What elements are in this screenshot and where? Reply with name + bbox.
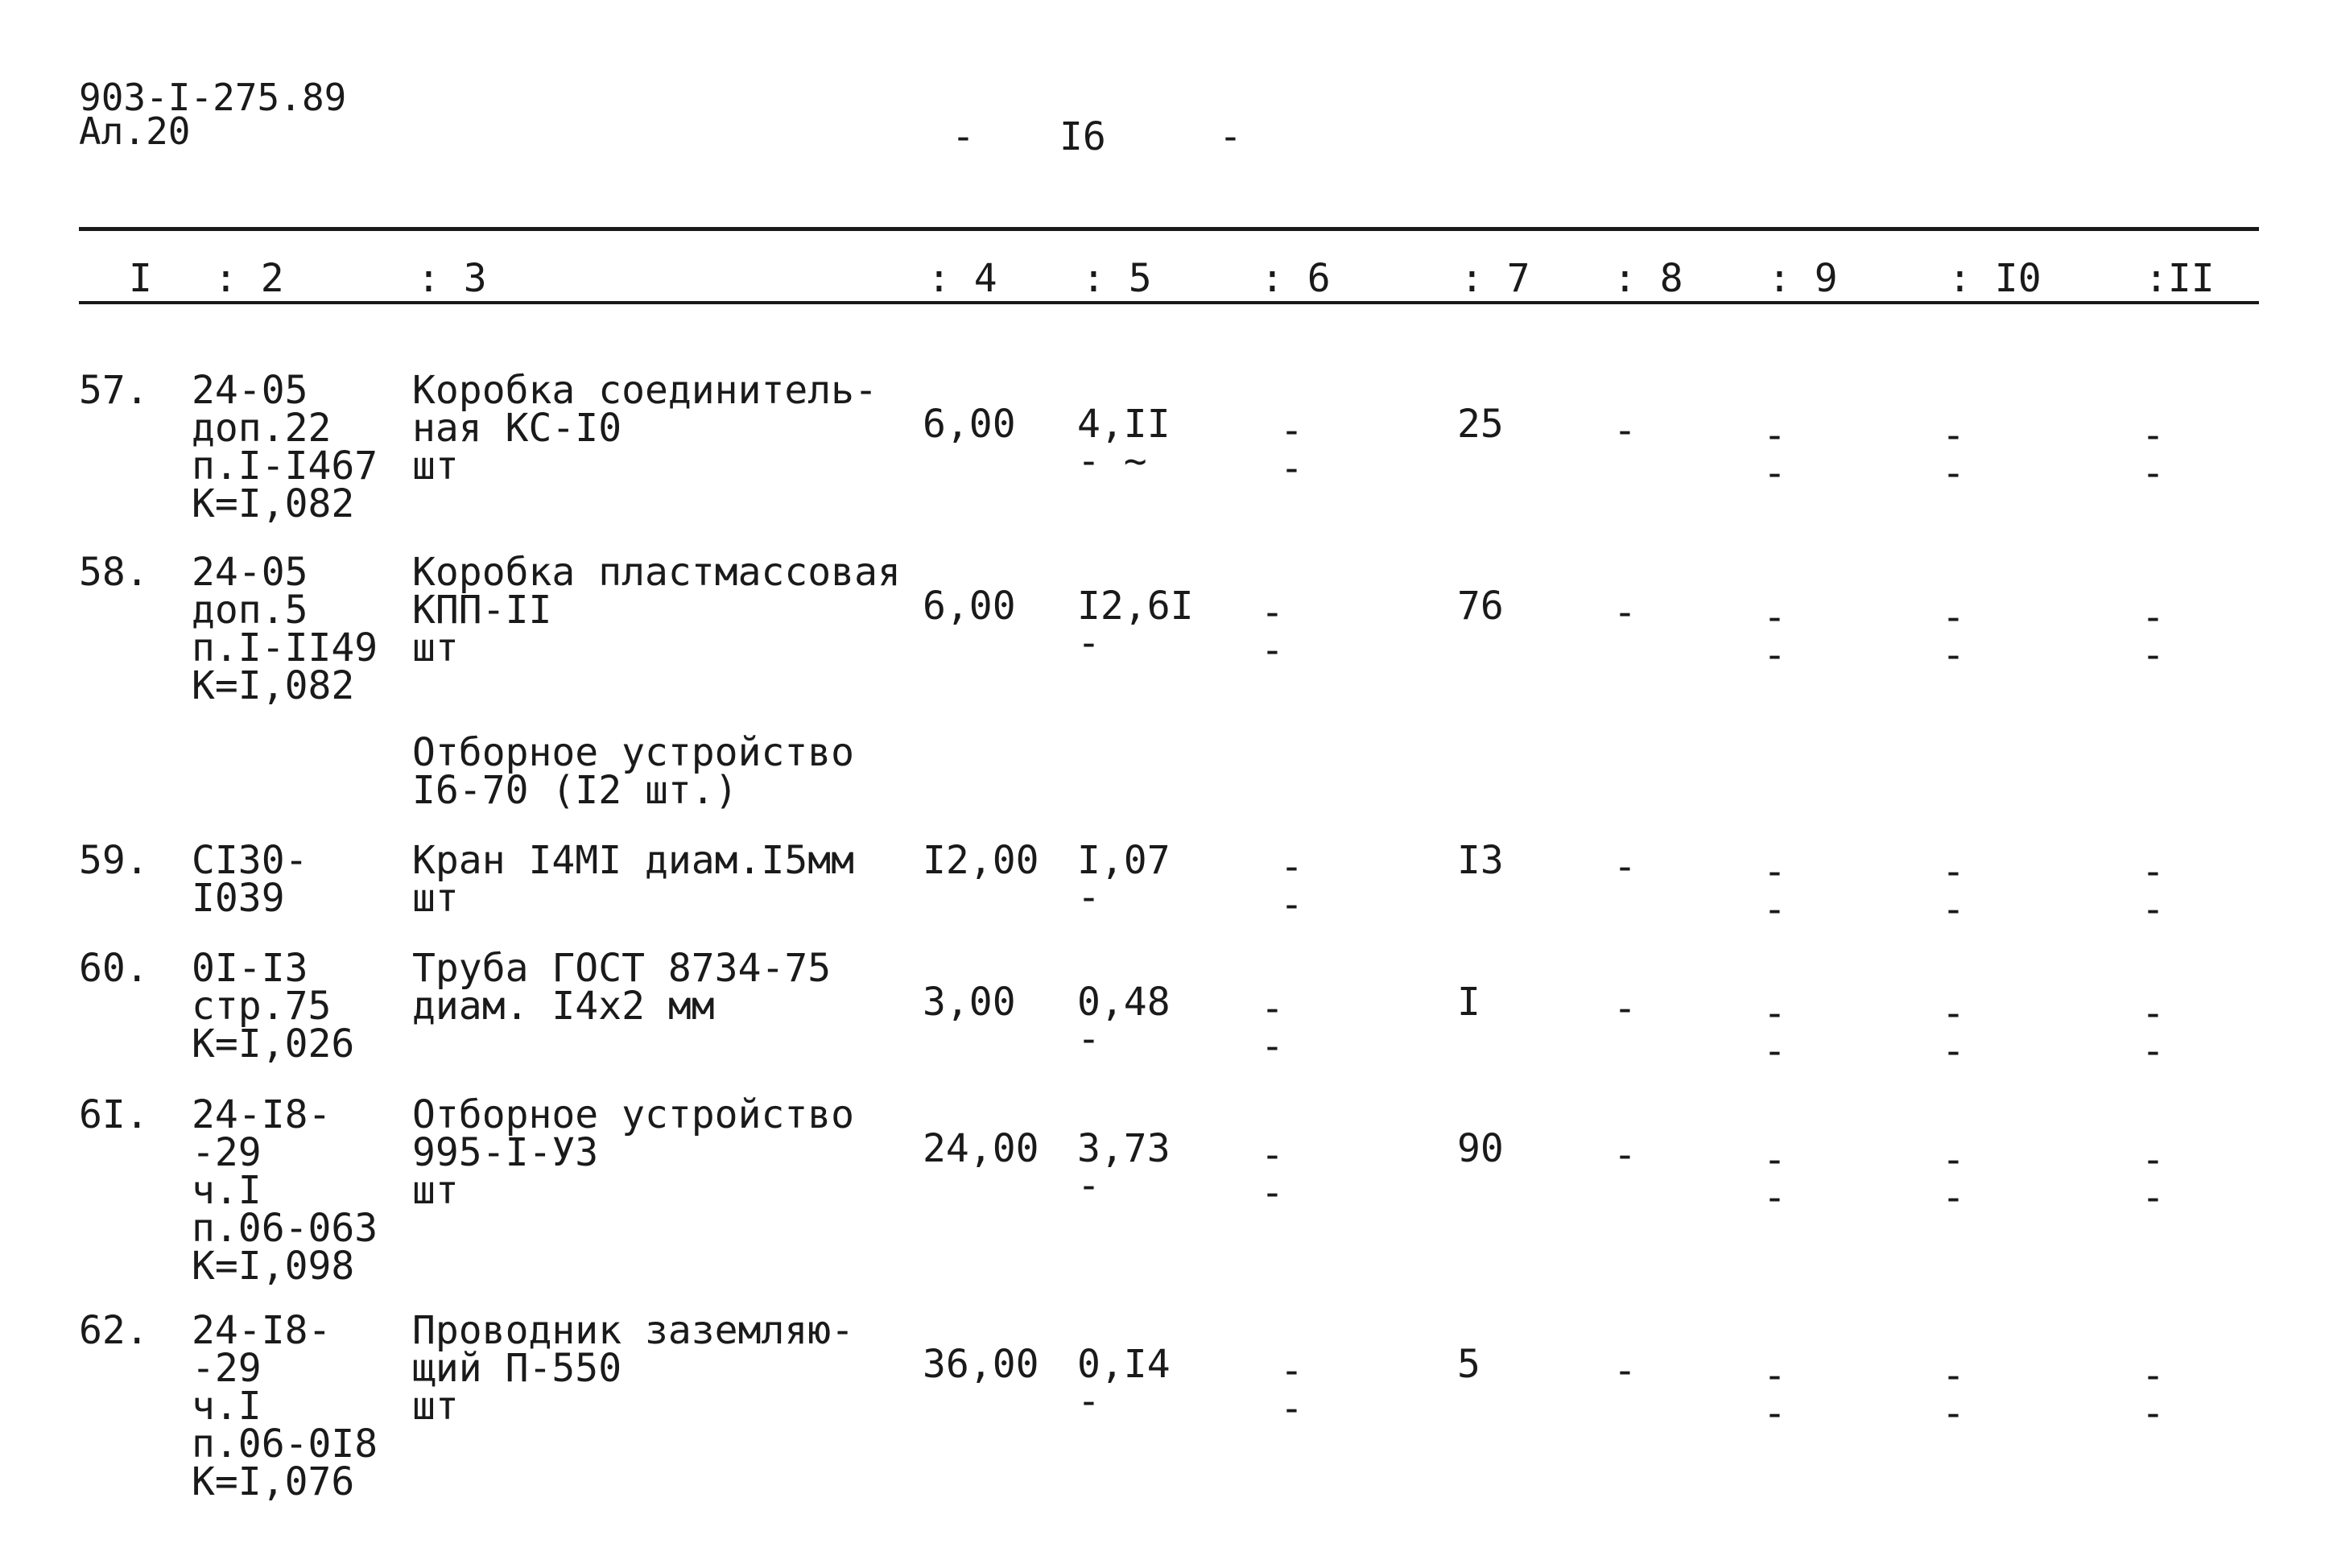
unit-price: I2,6I	[1077, 584, 1194, 629]
item-name: Коробка пластмассовая КПП-II шт	[412, 550, 901, 671]
col11-value: - -	[2141, 413, 2165, 497]
col11-value: - -	[2141, 991, 2165, 1075]
quantity: 24,00	[923, 1126, 1039, 1171]
rate-code: 24-I8- -29 ч.I п.06-0I8 К=I,076	[192, 1308, 378, 1505]
total-value: I	[1457, 980, 1480, 1025]
table-top-rule	[79, 227, 2259, 231]
total-value: 76	[1457, 584, 1504, 629]
quantity: 6,00	[923, 584, 1016, 629]
unit-price-sub: -	[1077, 1017, 1100, 1062]
col8-value: -	[1613, 844, 1637, 889]
unit-price-sub: -	[1077, 875, 1100, 920]
unit-price: 0,I4	[1077, 1342, 1171, 1387]
document-code: 903-I-275.89	[79, 76, 347, 119]
quantity: 6,00	[923, 402, 1016, 447]
column-header-8: : 8	[1613, 256, 1683, 301]
col8-value: -	[1613, 408, 1637, 453]
unit-price-sub: -	[1077, 1379, 1100, 1424]
page-dash-left: -	[952, 114, 975, 159]
item-name: Отборное устройство 995-I-УЗ шт	[412, 1092, 855, 1214]
column-header-3: : 3	[417, 256, 487, 301]
col10-value: - -	[1942, 1353, 1965, 1437]
unit-price: 3,73	[1077, 1126, 1171, 1171]
col10-value: - -	[1942, 849, 1965, 933]
quantity: 36,00	[923, 1342, 1039, 1387]
row-number: 62.	[79, 1308, 149, 1353]
col10-value: - -	[1942, 413, 1965, 497]
table-header-rule	[79, 301, 2259, 304]
col11-value: - -	[2141, 1353, 2165, 1437]
column-header-7: : 7	[1460, 256, 1530, 301]
total-value: 5	[1457, 1342, 1480, 1387]
col9-value: - -	[1763, 595, 1786, 679]
total-value: I3	[1457, 838, 1504, 883]
col6-value: - -	[1261, 1133, 1284, 1216]
sheet-number: Ал.20	[79, 109, 191, 153]
item-name: Коробка соединитель- ная КС-I0 шт	[412, 368, 878, 489]
row-number: 59.	[79, 838, 149, 883]
column-header-4: : 4	[927, 256, 997, 301]
col8-value: -	[1613, 986, 1637, 1031]
quantity: 3,00	[923, 980, 1016, 1025]
col11-value: - -	[2141, 1137, 2165, 1221]
unit-price-sub: -	[1077, 621, 1100, 666]
col6-value: - -	[1280, 408, 1303, 492]
page-number: I6	[1059, 114, 1106, 159]
row-number: 6I.	[79, 1092, 149, 1137]
unit-price-sub: - ~	[1077, 439, 1147, 484]
col9-value: - -	[1763, 413, 1786, 497]
unit-price: I,07	[1077, 838, 1171, 883]
col10-value: - -	[1942, 991, 1965, 1075]
column-header-2: : 2	[214, 256, 284, 301]
column-header-11: :II	[2145, 256, 2215, 301]
item-name: Кран I4МI диам.I5мм шт	[412, 838, 855, 922]
col8-value: -	[1613, 1348, 1637, 1393]
rate-code: 24-05 доп.22 п.I-I467 К=I,082	[192, 368, 378, 527]
col8-value: -	[1613, 1133, 1637, 1178]
quantity: I2,00	[923, 838, 1039, 883]
total-value: 90	[1457, 1126, 1504, 1171]
col10-value: - -	[1942, 595, 1965, 679]
rate-code: 24-05 доп.5 п.I-II49 К=I,082	[192, 550, 378, 709]
section-title: Отборное устройство I6-70 (I2 шт.)	[412, 730, 855, 814]
col11-value: - -	[2141, 849, 2165, 933]
column-header-6: : 6	[1261, 256, 1331, 301]
unit-price: 4,II	[1077, 402, 1171, 447]
column-header-1: I	[129, 256, 152, 301]
rate-code: СI30- I039	[192, 838, 308, 922]
col6-value: - -	[1280, 844, 1303, 928]
unit-price-sub: -	[1077, 1163, 1100, 1208]
col10-value: - -	[1942, 1137, 1965, 1221]
column-header-9: : 9	[1768, 256, 1838, 301]
col9-value: - -	[1763, 991, 1786, 1075]
column-header-10: : I0	[1948, 256, 2042, 301]
item-name: Труба ГОСТ 8734-75 диам. I4х2 мм	[412, 946, 832, 1030]
row-number: 58.	[79, 550, 149, 595]
col6-value: - -	[1261, 590, 1284, 674]
row-number: 57.	[79, 368, 149, 413]
col9-value: - -	[1763, 849, 1786, 933]
col9-value: - -	[1763, 1353, 1786, 1437]
col8-value: -	[1613, 590, 1637, 635]
col11-value: - -	[2141, 595, 2165, 679]
col9-value: - -	[1763, 1137, 1786, 1221]
rate-code: 24-I8- -29 ч.I п.06-063 К=I,098	[192, 1092, 378, 1289]
page-dash-right: -	[1219, 114, 1242, 159]
unit-price: 0,48	[1077, 980, 1171, 1025]
total-value: 25	[1457, 402, 1504, 447]
row-number: 60.	[79, 946, 149, 991]
column-header-5: : 5	[1082, 256, 1152, 301]
col6-value: - -	[1261, 986, 1284, 1070]
col6-value: - -	[1280, 1348, 1303, 1432]
item-name: Проводник заземляю- щий П-550 шт	[412, 1308, 855, 1430]
rate-code: 0I-I3 стр.75 К=I,026	[192, 946, 355, 1067]
